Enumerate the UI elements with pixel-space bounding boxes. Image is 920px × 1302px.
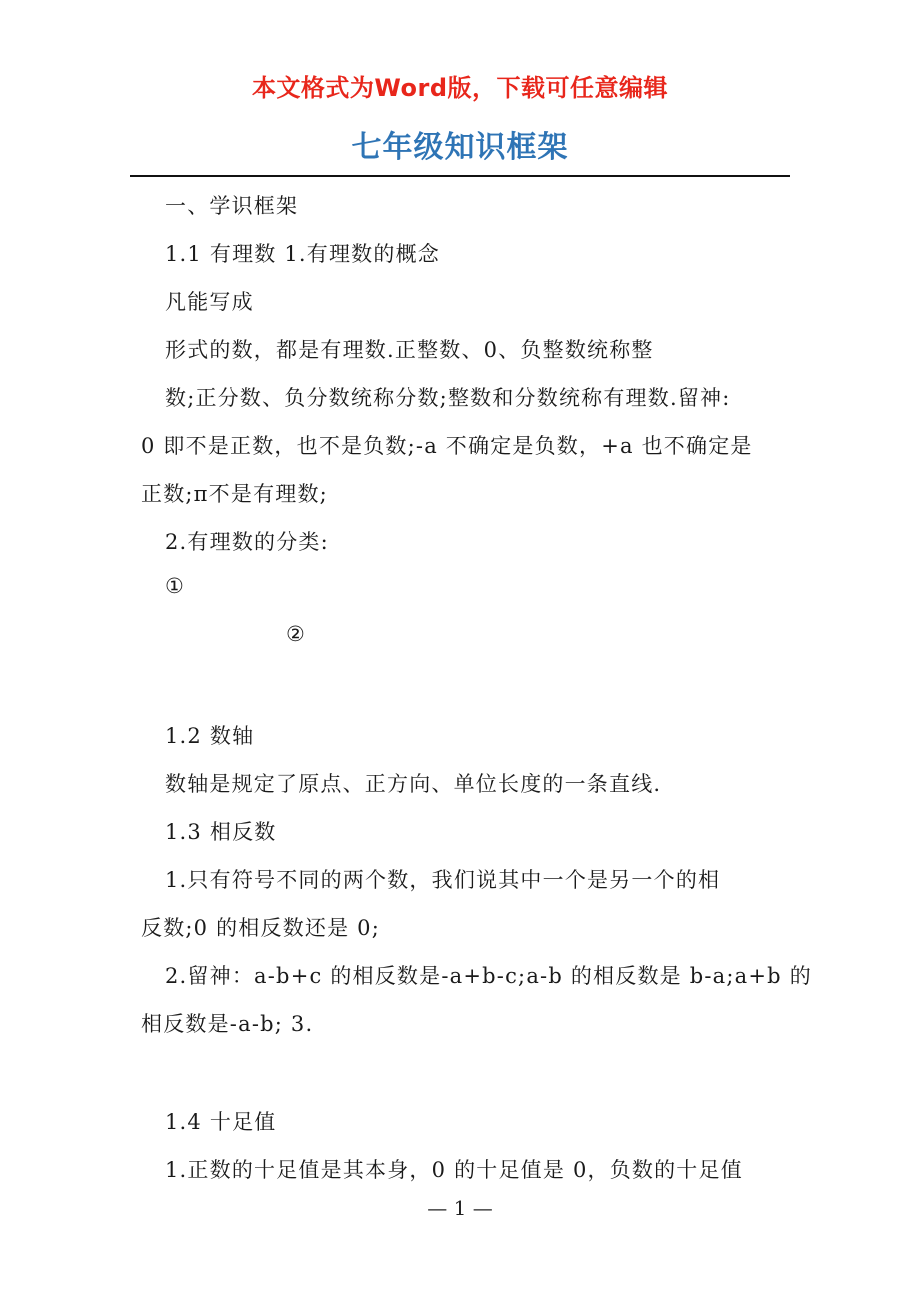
- paragraph-line: 2.有理数的分类:: [165, 530, 329, 554]
- circled-marker-2: ②: [286, 622, 307, 646]
- subsection-heading: 1.1 有理数 1.有理数的概念: [165, 242, 440, 266]
- paragraph-line: 1.只有符号不同的两个数，我们说其中一个是另一个的相: [165, 868, 721, 892]
- paragraph-line: 正数;π不是有理数;: [141, 482, 328, 506]
- paragraph-line: 数轴是规定了原点、正方向、单位长度的一条直线.: [165, 772, 662, 796]
- paragraph-line: 2.留神：a-b+c 的相反数是-a+b-c;a-b 的相反数是 b-a;a+b 的: [165, 964, 812, 988]
- paragraph-line: 反数;0 的相反数还是 0;: [141, 916, 381, 940]
- title-divider: [130, 175, 790, 177]
- subsection-heading: 1.3 相反数: [165, 820, 277, 844]
- page-number: — 1 —: [427, 1196, 493, 1220]
- paragraph-line: 凡能写成: [165, 290, 254, 314]
- paragraph-line: 形式的数，都是有理数.正整数、0、负整数统称整: [165, 338, 654, 362]
- subsection-heading: 1.4 十足值: [165, 1110, 277, 1134]
- format-banner: 本文格式为Word版，下载可任意编辑: [251, 74, 669, 102]
- paragraph-line: 相反数是-a-b; 3.: [141, 1012, 314, 1036]
- document-title: 七年级知识框架: [351, 130, 569, 165]
- paragraph-line: 0 即不是正数，也不是负数;-a 不确定是负数，+a 也不确定是: [141, 434, 753, 458]
- paragraph-line: 1.正数的十足值是其本身，0 的十足值是 0，负数的十足值: [165, 1158, 743, 1182]
- subsection-heading: 1.2 数轴: [165, 724, 255, 748]
- paragraph-line: 数;正分数、负分数统称分数;整数和分数统称有理数.留神:: [165, 386, 731, 410]
- section-heading: 一、学识框架: [165, 194, 299, 218]
- circled-marker-1: ①: [165, 574, 186, 598]
